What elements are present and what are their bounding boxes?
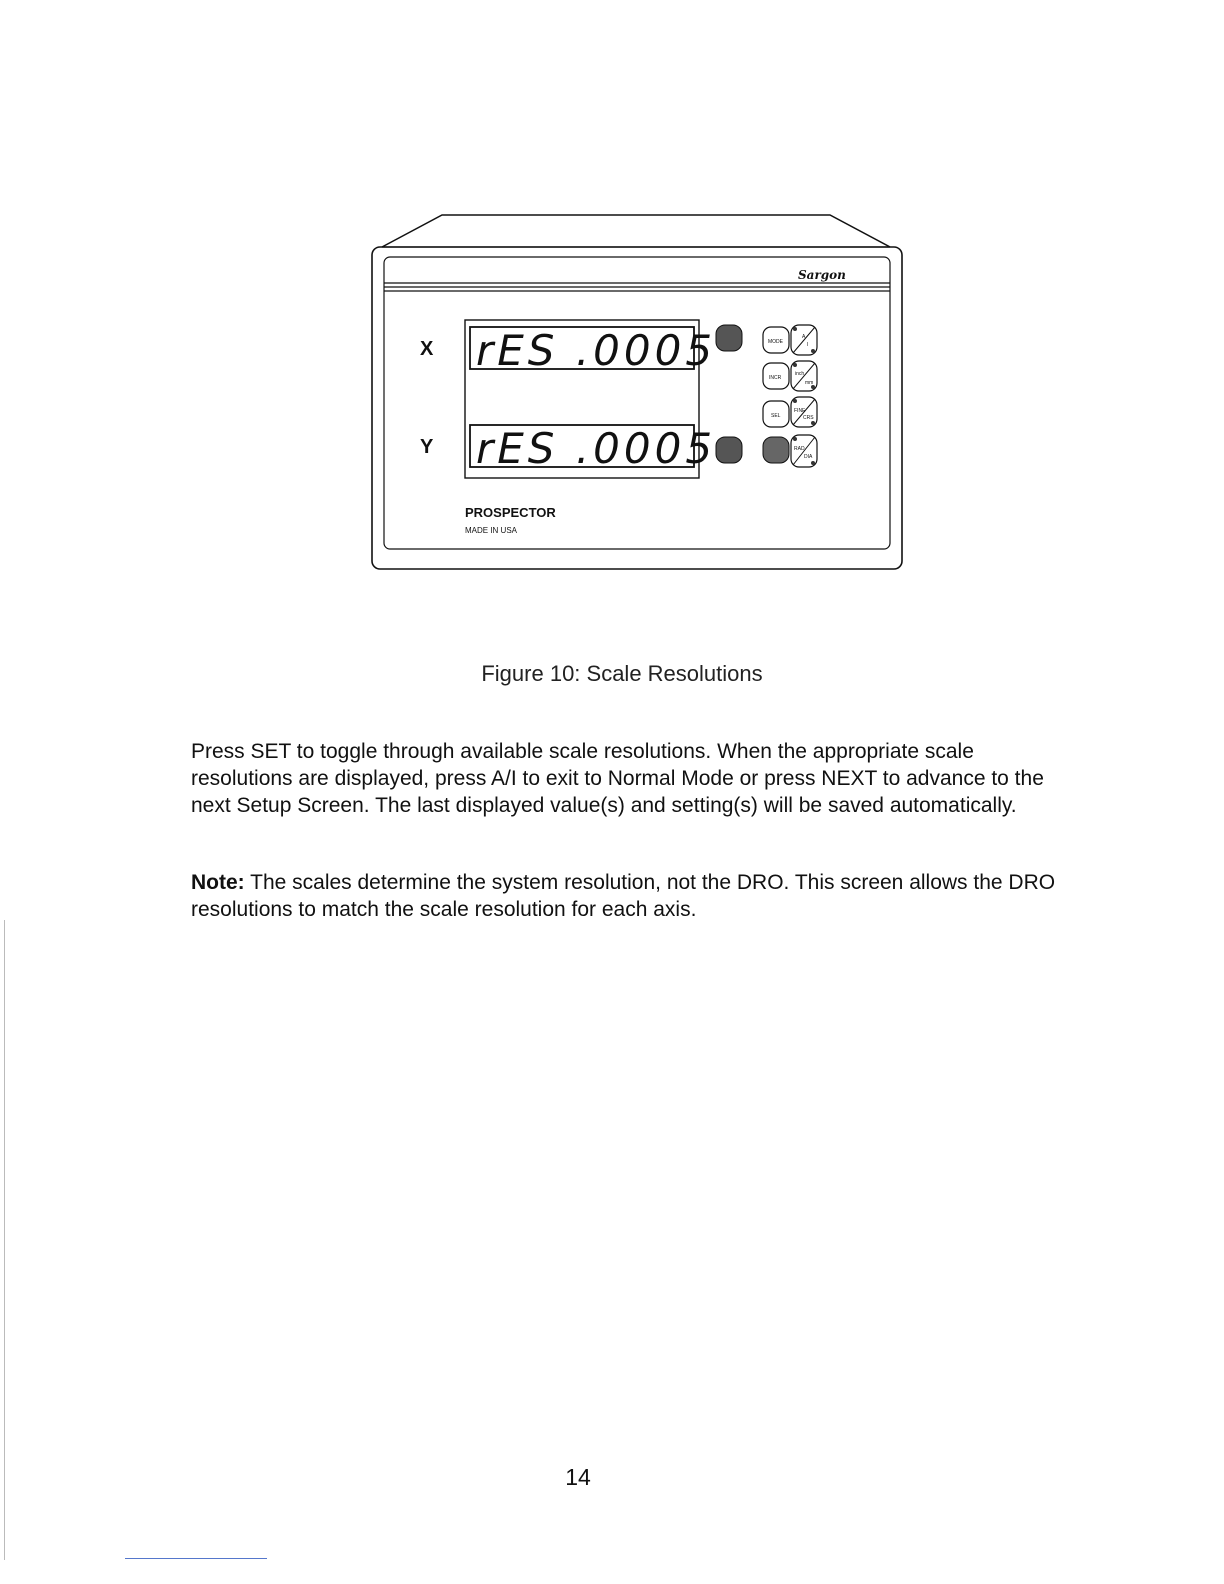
fine-label: FINE xyxy=(794,408,806,414)
i-label: I xyxy=(807,342,809,348)
dro-illustration xyxy=(360,205,920,590)
ai-key[interactable] xyxy=(791,325,817,355)
axis-label-x: X xyxy=(420,338,434,360)
crs-label: CRS xyxy=(803,415,814,421)
inch-label: inch xyxy=(795,371,805,377)
x-readout: rES .0005 xyxy=(476,326,717,375)
sel-key-label: SEL xyxy=(771,413,781,419)
rad-label: RAD xyxy=(794,446,805,452)
y-readout: rES .0005 xyxy=(476,424,717,473)
instruction-paragraph: Press SET to toggle through available scale resolutions. When the appropriate scale resolutions are displayed, press A/I to exit to Normal Mode or press NEXT to advance to the next Setup Screen. The last displayed value(s) and setting(s) will be saved automatically. xyxy=(191,740,1044,817)
mode-key-label: MODE xyxy=(768,339,783,345)
logo-text: Sargon xyxy=(798,268,846,282)
y-zero-button[interactable] xyxy=(716,437,742,463)
incr-key-label: INCR xyxy=(769,375,782,381)
fine-crs-key[interactable] xyxy=(791,397,817,427)
axis-label-y: Y xyxy=(420,436,434,458)
dia-label: DIA xyxy=(804,454,813,460)
note-label: Note: xyxy=(191,871,245,894)
note-paragraph xyxy=(191,869,1061,923)
brand-name: PROSPECTOR xyxy=(465,505,556,520)
made-in-usa: MADE IN USA xyxy=(465,526,518,535)
inch-mm-key[interactable] xyxy=(791,361,817,391)
figure-caption: Figure 10: Scale Resolutions xyxy=(481,661,763,686)
note-text: The scales determine the system resolution, not the DRO. This screen allows the DRO resolutions to match the scale resolution for each axis. xyxy=(191,871,1056,921)
a-label: A xyxy=(802,334,806,340)
rad-dia-key[interactable] xyxy=(791,435,817,467)
mm-label: mm xyxy=(805,380,814,386)
page-number: 14 xyxy=(565,1464,591,1490)
dro-figure xyxy=(360,205,920,590)
set-button[interactable] xyxy=(763,437,789,463)
x-zero-button[interactable] xyxy=(716,325,742,351)
footer-rule xyxy=(125,1558,267,1559)
